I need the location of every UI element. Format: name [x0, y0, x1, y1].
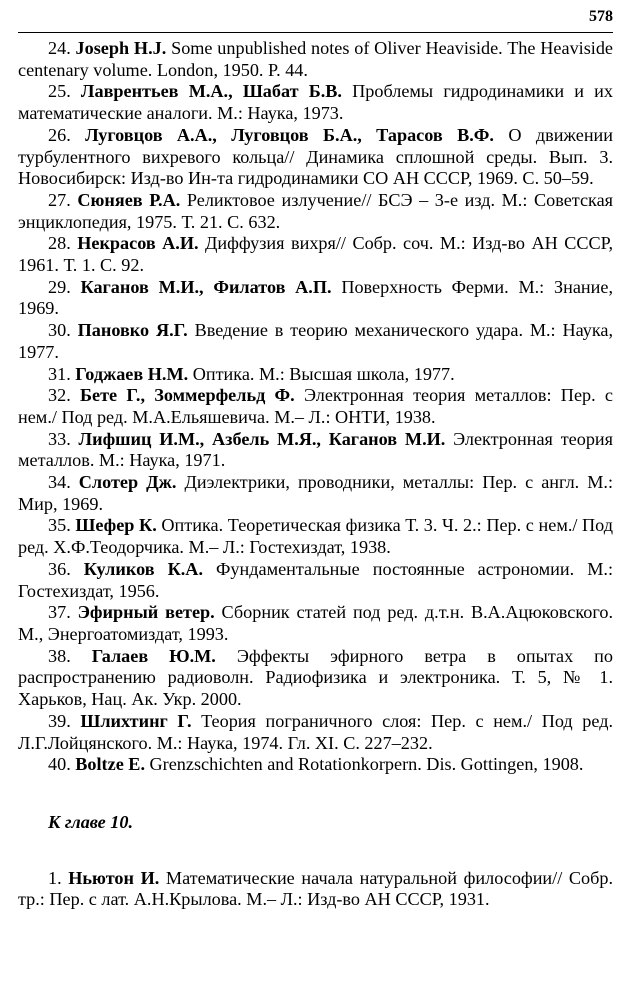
- reference-text: Оптика. М.: Высшая школа, 1977.: [192, 363, 455, 384]
- reference-number: 34.: [48, 472, 71, 493]
- reference-item: [18, 515, 613, 558]
- reference-authors: Шефер К.: [75, 515, 157, 536]
- reference-text: Оптика. Теоретическая физика Т. 3. Ч. 2.: Пер. с нем./ Под ред. Х.Ф.Теодорчика. М.– Л.: Гостехиздат, 1938.: [18, 515, 614, 558]
- reference-authors: Годжаев Н.М.: [75, 363, 189, 384]
- reference-authors: Каганов М.И., Филатов А.П.: [80, 276, 332, 297]
- reference-item: [18, 711, 613, 754]
- reference-item: [18, 125, 613, 190]
- reference-item: [18, 81, 613, 124]
- reference-text: Фундаментальные постоянные астрономии. М.: Гостехиздат, 1956.: [18, 558, 614, 601]
- reference-number: 25.: [48, 81, 71, 102]
- reference-authors: Лифшиц И.М., Азбель М.Я., Каганов М.И.: [78, 428, 446, 449]
- reference-item: [18, 233, 613, 276]
- reference-authors: Пановко Я.Г.: [77, 320, 188, 341]
- reference-number: 32.: [48, 385, 71, 406]
- page-number: 578: [589, 8, 613, 25]
- reference-text: Диэлектрики, проводники, металлы: Пер. с англ. М.: Мир, 1969.: [18, 472, 614, 514]
- reference-item: [18, 385, 613, 428]
- reference-item: [18, 472, 613, 515]
- reference-authors: Эфирный ветер.: [77, 602, 215, 623]
- header-rule: [18, 32, 613, 33]
- reference-text: Проблемы гидродинамики и их математические аналоги. М.: Наука, 1973.: [18, 81, 613, 124]
- reference-number: 24.: [48, 38, 71, 58]
- chapter-reference-list: [18, 868, 613, 911]
- reference-authors: Галаев Ю.М.: [91, 645, 216, 666]
- reference-authors: Ньютон И.: [68, 867, 160, 888]
- reference-text: Диффузия вихря// Собр. соч. М.: Изд-во АН СССР, 1961. Т. 1. С. 92.: [18, 233, 614, 276]
- reference-number: 35.: [48, 515, 71, 536]
- reference-item: [18, 646, 613, 711]
- reference-item: [18, 429, 613, 472]
- reference-number: 26.: [48, 124, 71, 145]
- reference-number: 28.: [48, 233, 71, 254]
- reference-number: 39.: [48, 710, 71, 731]
- reference-authors: Слотер Дж.: [78, 472, 177, 493]
- reference-number: 27.: [48, 189, 71, 210]
- reference-text: Электронная теория металлов: Пер. с нем./ Под ред. М.А.Ельяшевича. М.– Л.: ОНТИ, 1938.: [18, 385, 614, 427]
- reference-authors: Бете Г., Зоммерфельд Ф.: [80, 385, 295, 406]
- reference-authors: Лаврентьев М.А., Шабат Б.В.: [80, 81, 342, 102]
- chapter-heading: К главе 10.: [48, 811, 134, 832]
- reference-text: Введение в теорию механического удара. М.: Наука, 1977.: [18, 320, 614, 362]
- reference-item: [18, 320, 613, 363]
- reference-number: 1.: [48, 867, 62, 888]
- reference-item: [18, 868, 613, 911]
- reference-authors: Boltze E.: [75, 754, 145, 775]
- reference-list: [18, 38, 613, 776]
- reference-authors: Joseph H.J.: [75, 38, 167, 58]
- reference-text: Математические начала натуральной философии// Собр. тр.: Пер. с лат. А.Н.Крылова. М.– Л.: Изд-во АН СССР, 1931.: [18, 867, 614, 910]
- reference-item: [18, 602, 613, 645]
- reference-text: Grenzschichten and Rotationkorpern. Dis. Gottingen, 1908.: [149, 754, 584, 775]
- reference-number: 40.: [48, 754, 71, 775]
- reference-text: Теория пограничного слоя: Пер. с нем./ Под ред. Л.Г.Лойцянского. М.: Наука, 1974. Гл. XI. С. 227–232.: [18, 710, 614, 753]
- reference-item: [18, 364, 613, 386]
- reference-authors: Некрасов А.И.: [77, 233, 199, 254]
- reference-authors: Сюняев Р.А.: [77, 189, 181, 210]
- reference-text: Реликтовое излучение// БСЭ – 3-е изд. М.: Советская энциклопедия, 1975. Т. 21. С. 632.: [18, 189, 614, 232]
- reference-text: Сборник статей под ред. д.т.н. В.А.Ацюковского. М., Энергоатомиздат, 1993.: [18, 602, 614, 644]
- reference-number: 38.: [48, 645, 71, 666]
- reference-authors: Луговцов А.А., Луговцов Б.А., Тарасов В.Ф.: [85, 124, 494, 145]
- reference-text: Поверхность Ферми. М.: Знание, 1969.: [18, 276, 613, 319]
- reference-authors: Шлихтинг Г.: [80, 710, 192, 731]
- reference-text: О движении турбулентного вихревого кольца// Динамика сплошной среды. Вып. 3. Новосибирск: Изд-во Ин-та гидродинамики СО АН СССР, 1969. С. 50–59.: [18, 124, 614, 189]
- reference-number: 36.: [48, 558, 71, 579]
- reference-number: 29.: [48, 276, 71, 297]
- reference-item: [18, 190, 613, 233]
- reference-item: [18, 38, 613, 81]
- reference-text: Some unpublished notes of Oliver Heaviside. The Heaviside centenary volume. London, 1950. P. 44.: [18, 38, 614, 80]
- bibliography: [18, 38, 613, 911]
- reference-number: 37.: [48, 602, 71, 623]
- reference-item: [18, 277, 613, 320]
- reference-number: 33.: [48, 428, 71, 449]
- reference-text: Электронная теория металлов. М.: Наука, 1971.: [18, 428, 614, 471]
- reference-number: 31.: [48, 363, 71, 384]
- reference-authors: Куликов К.А.: [83, 558, 203, 579]
- reference-item: [18, 559, 613, 602]
- reference-text: Эффекты эфирного ветра в опытах по распространению радиоволн. Радиофизика и электроника. Т. 5, № 1. Харьков, Нац. Ак. Укр. 2000.: [18, 645, 613, 710]
- reference-item: [18, 754, 613, 776]
- reference-number: 30.: [48, 320, 71, 341]
